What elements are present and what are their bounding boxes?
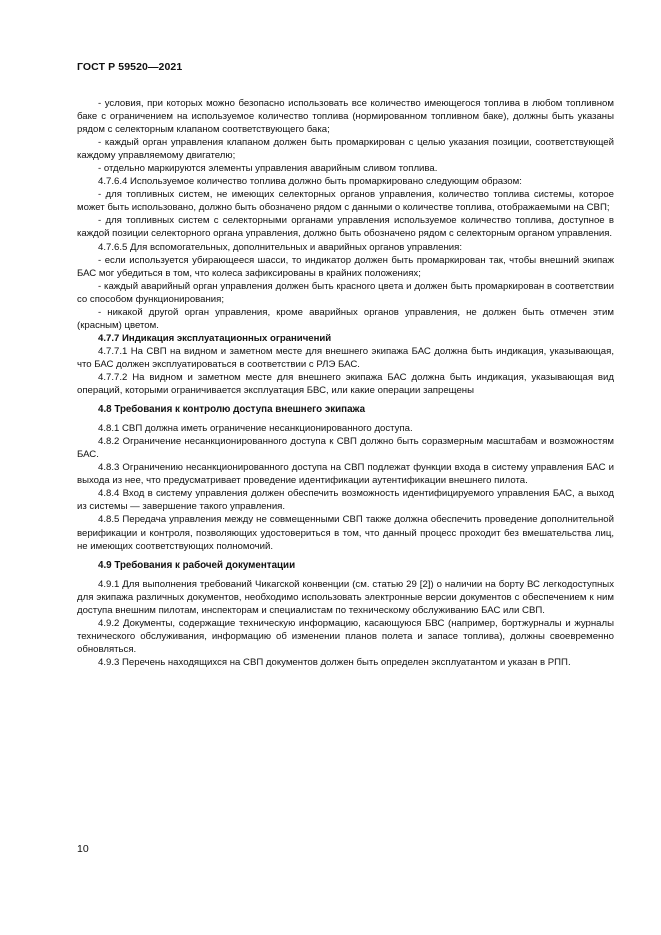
paragraph: 4.8.1 СВП должна иметь ограничение несанкционированного доступа. <box>98 423 413 435</box>
paragraph: - каждый аварийный орган управления должен быть красного цвета и должен быть промаркирован в соответствии со способом функционирования; <box>77 280 614 305</box>
section-heading-4-9: 4.9 Требования к рабочей документации <box>98 559 296 571</box>
paragraph: - условия, при которых можно безопасно использовать все количество имеющегося топлива в любом топливном баке с ограничением на используемое количество топлива (нормированном топливном баке), должны быть указаны рядом с селекторным клапаном соответствующего бака; <box>77 98 614 136</box>
subsection-heading: 4.7.7 Индикация эксплуатационных ограничений <box>98 332 332 344</box>
paragraph: 4.9.2 Документы, содержащие техническую информацию, касающуюся БВС (например, бортжурналы и журналы технического обслуживания, информацию об изменении планов полета и запасе топлива), должны своевременно обновляться. <box>77 617 614 655</box>
paragraph: - каждый орган управления клапаном должен быть промаркирован с целью указания позиции, соответствующей каждому управляемому двигателю; <box>77 137 614 162</box>
paragraph: - для топливных систем с селекторными органами управления используемое количество топлива, доступное в каждой позиции селекторного органа управления, должно быть обозначено рядом с селекторным органом управления. <box>77 215 614 240</box>
paragraph: - для топливных систем, не имеющих селекторных органов управления, количество топлива системы, которое может быть использовано, должно быть обозначено рядом с данными о количестве топлива, отображаемыми на СВП; <box>77 189 614 214</box>
paragraph: 4.8.4 Вход в систему управления должен обеспечить возможность идентифицируемого управления БАС, а выход из системы — завершение такого управления. <box>77 488 614 513</box>
paragraph: - никакой другой орган управления, кроме аварийных органов управления, не должен быть отмечен этим (красным) цветом. <box>77 306 614 331</box>
paragraph: 4.8.5 Передача управления между не совмещенными СВП также должна обеспечить проведение дополнительной верификации и контроля, позволяющих удостовериться в том, что данный процесс проходит без вмешательства лиц, не имеющих соответствующих полномочий. <box>77 514 614 552</box>
section-heading-4-8: 4.8 Требования к контролю доступа внешнего экипажа <box>98 404 366 416</box>
paragraph: 4.7.7.1 На СВП на видном и заметном месте для внешнего экипажа БАС должна быть индикация, указывающая, что БАС должен эксплуатироваться в соответствии с РЛЭ БАС. <box>77 345 614 370</box>
paragraph: 4.9.1 Для выполнения требований Чикагской конвенции (см. статью 29 [2]) о наличии на борту ВС легкодоступных для экипажа различных документов, необходимо использовать электронные версии документов с обеспечением к ним доступа внешним пилотам, инспекторам и специалистам по техническому обслуживанию БАС или СВП. <box>77 578 614 616</box>
paragraph: 4.9.3 Перечень находящихся на СВП документов должен быть определен эксплуатантом и указан в РПП. <box>98 656 571 668</box>
page-number: 10 <box>77 843 89 855</box>
paragraph: 4.8.3 Ограничению несанкционированного доступа на СВП подлежат функции входа в систему управления БАС и выхода из нее, что предусматривает проведение идентификации аутентификации внешнего пилота. <box>77 462 614 487</box>
paragraph: - если используется убирающееся шасси, то индикатор должен быть промаркирован так, чтобы внешний экипаж БАС мог убедиться в том, что колеса зафиксированы в крайних положениях; <box>77 254 614 279</box>
paragraph: 4.7.6.5 Для вспомогательных, дополнительных и аварийных органов управления: <box>98 241 462 253</box>
paragraph: 4.7.7.2 На видном и заметном месте для внешнего экипажа БАС должна быть индикация, указывающая вид операций, которыми ограничивается эксплуатация БВС, или какие операции запрещены <box>77 371 614 397</box>
standard-header: ГОСТ Р 59520—2021 <box>77 61 183 73</box>
paragraph: 4.7.6.4 Используемое количество топлива должно быть промаркировано следующим образом: <box>98 176 522 188</box>
paragraph: - отдельно маркируются элементы управления аварийным сливом топлива. <box>98 163 438 175</box>
paragraph: 4.8.2 Ограничение несанкционированного доступа к СВП должно быть соразмерным масштабам и возможностям БАС. <box>77 436 614 461</box>
page-body <box>77 97 614 669</box>
